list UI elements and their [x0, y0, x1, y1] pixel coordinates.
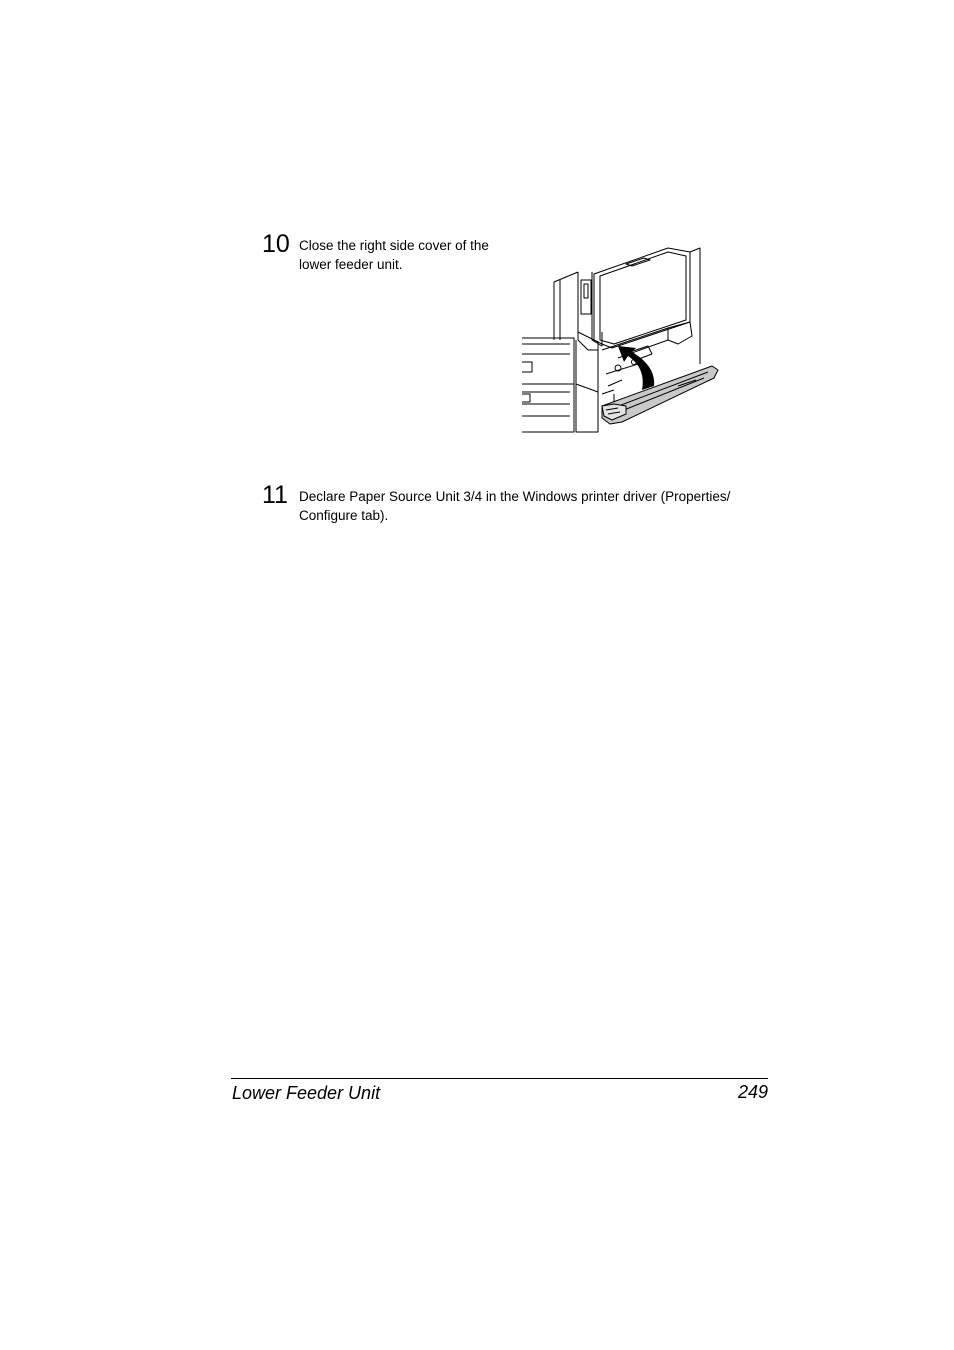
step-instruction: Declare Paper Source Unit 3/4 in the Windows printer driver (Properties/ Configure tab). — [299, 489, 731, 523]
step-10 — [262, 232, 514, 274]
step-11 — [262, 483, 769, 525]
step-number: 11 — [262, 481, 288, 509]
page-number: 249 — [737, 1082, 768, 1102]
footer-divider — [231, 1078, 768, 1079]
step-number: 10 — [262, 230, 290, 258]
step-instruction: Close the right side cover of the lower feeder unit. — [299, 238, 489, 272]
printer-close-side-cover-illustration — [518, 244, 724, 438]
footer-section-title: Lower Feeder Unit — [232, 1083, 381, 1103]
